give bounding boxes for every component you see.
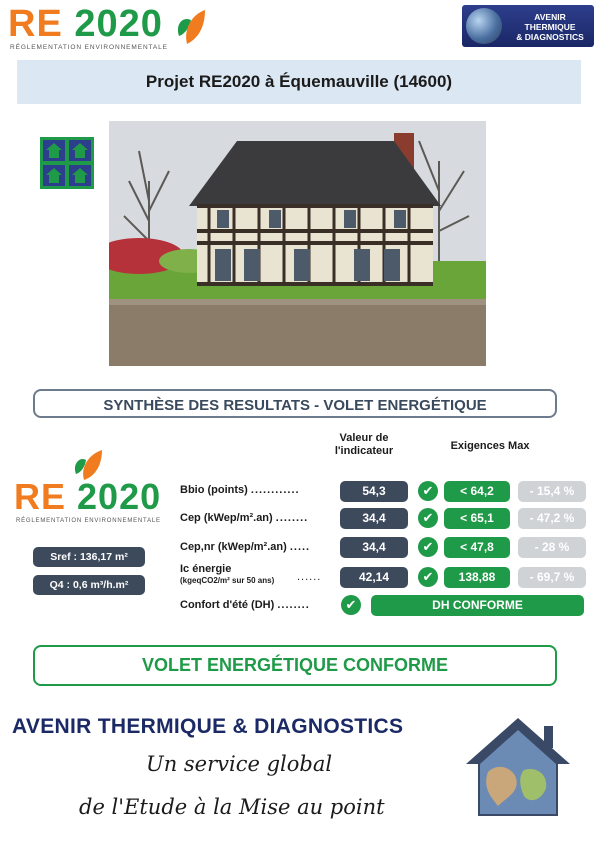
row-cep-label: Cep (kWep/m².an) <box>180 512 273 524</box>
column-header-valeur-line2: l'indicateur <box>334 445 394 457</box>
row-bbio-dots: ............ <box>250 484 300 496</box>
row-cepnr-dots: ..... <box>289 541 311 553</box>
check-icon: ✔ <box>418 481 438 501</box>
logo-subtitle: RÉGLEMENTATION ENVIRONNEMENTALE <box>10 44 168 51</box>
column-header-valeur <box>322 432 406 458</box>
page-title: Projet RE2020 à Équemauville (14600) <box>17 60 581 104</box>
row-cep-value: 34,4 <box>340 508 408 529</box>
re2020-logo-large-text <box>14 478 161 516</box>
row-label-bbio <box>180 484 300 496</box>
row-ic-label: Ic énergie <box>180 563 232 575</box>
row-bbio-delta: - 15,4 % <box>518 481 586 502</box>
globe-house-icon <box>466 8 502 44</box>
company-badge <box>462 5 594 47</box>
row-ic-unit: (kgeqCO2/m² sur 50 ans) <box>180 576 275 585</box>
conform-banner: VOLET ENERGÉTIQUE CONFORME <box>33 645 557 686</box>
check-icon: ✔ <box>341 595 361 615</box>
row-cepnr-max: < 47,8 <box>444 537 510 558</box>
column-header-exigences: Exigences Max <box>450 440 530 452</box>
synthese-title: SYNTHÈSE DES RESULTATS - VOLET ENERGÉTIQUE <box>33 389 557 418</box>
row-cep-dots: ........ <box>275 512 309 524</box>
row-label-confort <box>180 599 310 611</box>
footer-company: AVENIR THERMIQUE & DIAGNOSTICS <box>12 715 404 738</box>
row-cepnr-delta: - 28 % <box>518 537 586 558</box>
check-icon: ✔ <box>418 508 438 528</box>
row-cep-delta: - 47,2 % <box>518 508 586 529</box>
footer-tagline-1: Un service global <box>146 752 333 776</box>
badge-line3: & DIAGNOSTICS <box>516 32 584 42</box>
row-confort-dots: ........ <box>277 599 310 611</box>
row-bbio-max: < 64,2 <box>444 481 510 502</box>
row-label-cepnr <box>180 541 310 553</box>
leaf-icon <box>173 6 209 50</box>
re2020-logo-text <box>8 4 163 44</box>
check-icon: ✔ <box>418 537 438 557</box>
sref-badge: Sref : 136,17 m² <box>33 547 145 567</box>
row-ic-max: 138,88 <box>444 567 510 588</box>
building-category-icon <box>40 137 94 189</box>
house-photo <box>109 121 486 366</box>
logo-year: 2020 <box>74 3 163 45</box>
row-bbio-value: 54,3 <box>340 481 408 502</box>
badge-line1: AVENIR <box>534 12 566 22</box>
dh-conforme-badge: DH CONFORME <box>371 595 584 616</box>
logo-large-year: 2020 <box>77 476 162 517</box>
logo-large-re: RE <box>14 476 67 517</box>
footer-tagline-2: de l'Etude à la Mise au point <box>79 795 385 819</box>
check-icon: ✔ <box>418 567 438 587</box>
row-ic-dots: ...... <box>297 571 322 583</box>
logo-large-subtitle: RÉGLEMENTATION ENVIRONNEMENTALE <box>16 518 161 524</box>
row-label-ic <box>180 563 274 587</box>
row-bbio-label: Bbio (points) <box>180 484 248 496</box>
badge-line2: THERMIQUE <box>524 22 576 32</box>
q4-badge: Q4 : 0,6 m³/h.m² <box>33 575 145 595</box>
row-ic-value: 42,14 <box>340 567 408 588</box>
row-ic-delta: - 69,7 % <box>518 567 586 588</box>
column-header-valeur-line1: Valeur de <box>339 432 389 444</box>
row-cepnr-value: 34,4 <box>340 537 408 558</box>
re2020-logo <box>8 4 208 54</box>
row-cep-max: < 65,1 <box>444 508 510 529</box>
row-label-cep <box>180 512 308 524</box>
logo-re: RE <box>8 3 63 45</box>
row-confort-label: Confort d'été (DH) <box>180 599 275 611</box>
globe-house-illustration <box>458 712 578 824</box>
re2020-logo-large <box>14 448 166 534</box>
row-cepnr-label: Cep,nr (kWep/m².an) <box>180 541 287 553</box>
